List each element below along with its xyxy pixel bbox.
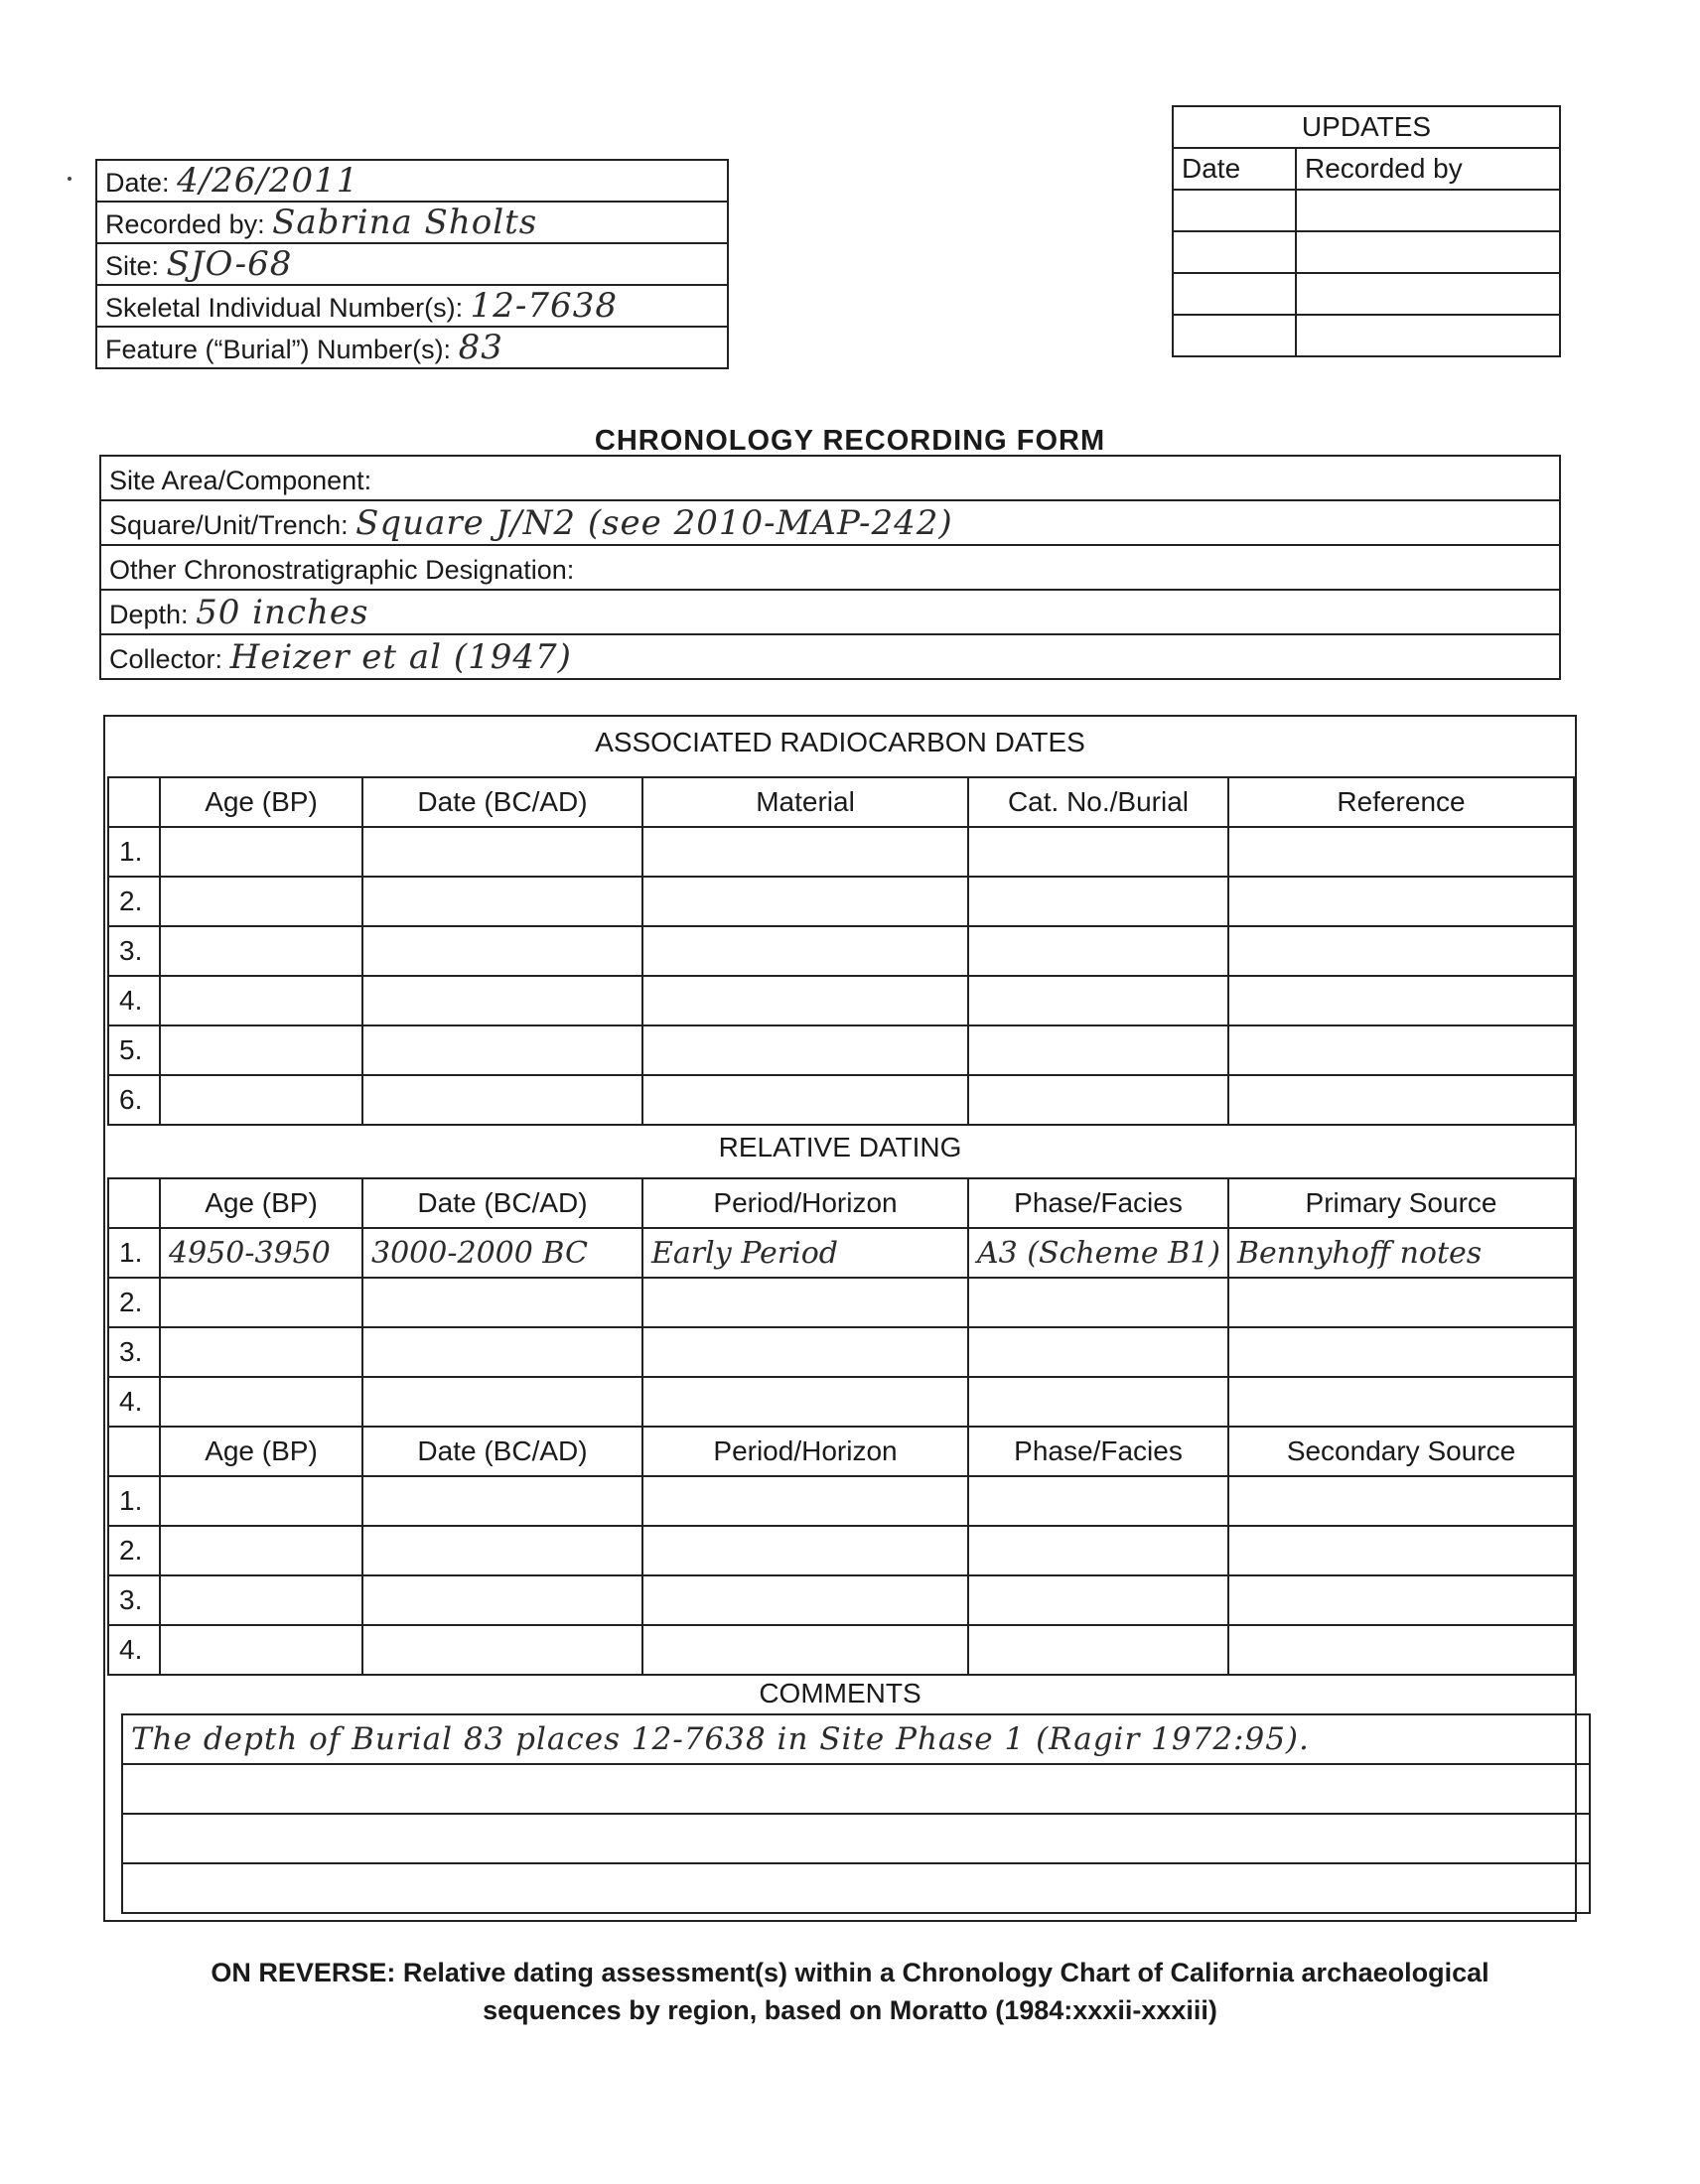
updates-col-recorded-by: Recorded by <box>1296 148 1560 190</box>
rc-cell[interactable] <box>968 827 1228 877</box>
table-row <box>1173 315 1560 356</box>
sec-cell[interactable] <box>1228 1625 1574 1675</box>
rel-cell[interactable] <box>160 1278 362 1327</box>
comment-line-2[interactable] <box>122 1764 1590 1814</box>
rc-cell[interactable] <box>1228 926 1574 976</box>
updates-recorder-cell[interactable] <box>1296 231 1560 273</box>
rel-col-phase: Phase/Facies <box>968 1178 1228 1228</box>
updates-recorder-cell[interactable] <box>1296 273 1560 315</box>
row-number: 3. <box>108 926 160 976</box>
sec-cell[interactable] <box>362 1526 642 1575</box>
sec-col-age: Age (BP) <box>160 1427 362 1476</box>
other-designation-label: Other Chronostratigraphic Designation: <box>109 554 575 585</box>
rc-cell[interactable] <box>160 976 362 1025</box>
sec-cell[interactable] <box>1228 1526 1574 1575</box>
other-designation-field[interactable] <box>100 545 1560 590</box>
recorded-by-value: Sabrina Sholts <box>272 203 538 242</box>
rc-cell[interactable] <box>968 1075 1228 1125</box>
rc-cell[interactable] <box>160 926 362 976</box>
rc-cell[interactable] <box>968 877 1228 926</box>
relative-dating-title: RELATIVE DATING <box>718 1132 962 1162</box>
table-row <box>108 877 1574 926</box>
rc-cell[interactable] <box>160 827 362 877</box>
rel-col-date: Date (BC/AD) <box>362 1178 642 1228</box>
date-field[interactable] <box>96 160 728 202</box>
rel-cell[interactable] <box>362 1327 642 1377</box>
relative-secondary-table <box>107 1426 1575 1676</box>
updates-date-cell[interactable] <box>1173 190 1296 231</box>
row-number: 1. <box>108 827 160 877</box>
updates-date-cell[interactable] <box>1173 273 1296 315</box>
table-row <box>1173 273 1560 315</box>
rc-cell[interactable] <box>968 926 1228 976</box>
table-row <box>108 1476 1574 1526</box>
sec-cell[interactable] <box>362 1575 642 1625</box>
row-number: 4. <box>108 1625 160 1675</box>
table-row <box>1173 190 1560 231</box>
comment-line <box>122 1764 1590 1814</box>
sec-cell[interactable] <box>160 1476 362 1526</box>
feature-value: 83 <box>458 328 503 367</box>
sec-cell[interactable] <box>642 1526 968 1575</box>
rc-cell[interactable] <box>1228 877 1574 926</box>
sec-col-num <box>108 1427 160 1476</box>
table-row <box>108 1526 1574 1575</box>
recorded-by-field[interactable] <box>96 202 728 243</box>
rc-cell[interactable] <box>642 877 968 926</box>
site-label: Site: <box>105 251 160 281</box>
sec-col-phase: Phase/Facies <box>968 1427 1228 1476</box>
rc-col-reference: Reference <box>1228 777 1574 827</box>
table-row <box>108 1327 1574 1377</box>
row-number: 4. <box>108 976 160 1025</box>
skeletal-number-field[interactable] <box>96 285 728 327</box>
comment-line-4[interactable] <box>122 1863 1590 1913</box>
footer-line-1: ON REVERSE: Relative dating assessment(s) within a Chronology Chart of California archaeological <box>211 1958 1489 1987</box>
sec-cell[interactable] <box>968 1526 1228 1575</box>
rc-cell[interactable] <box>642 926 968 976</box>
rc-cell[interactable] <box>362 976 642 1025</box>
depth-field[interactable] <box>100 590 1560 634</box>
rel-cell[interactable] <box>642 1278 968 1327</box>
rel-cell[interactable] <box>160 1327 362 1377</box>
phase-value[interactable]: A3 (Scheme B1) <box>968 1228 1228 1278</box>
updates-recorder-cell[interactable] <box>1296 190 1560 231</box>
square-unit-field[interactable] <box>100 500 1560 545</box>
sec-cell[interactable] <box>642 1476 968 1526</box>
updates-date-cell[interactable] <box>1173 315 1296 356</box>
table-row <box>108 1025 1574 1075</box>
source-value[interactable]: Bennyhoff notes <box>1228 1228 1574 1278</box>
table-row <box>108 926 1574 976</box>
date-label: Date: <box>105 168 170 198</box>
rc-cell[interactable] <box>968 1025 1228 1075</box>
updates-table <box>1172 105 1561 357</box>
sec-cell[interactable] <box>968 1575 1228 1625</box>
form-title: CHRONOLOGY RECORDING FORM <box>594 425 1106 457</box>
row-number: 4. <box>108 1377 160 1427</box>
rc-cell[interactable] <box>642 1075 968 1125</box>
stray-mark <box>68 177 71 181</box>
square-unit-value: Square J/N2 (see 2010-MAP-242) <box>355 502 953 543</box>
table-row <box>108 1278 1574 1327</box>
sec-col-date: Date (BC/AD) <box>362 1427 642 1476</box>
row-number: 2. <box>108 1526 160 1575</box>
rel-cell[interactable] <box>362 1278 642 1327</box>
rc-col-date: Date (BC/AD) <box>362 777 642 827</box>
date-value: 4/26/2011 <box>177 161 359 201</box>
radiocarbon-table <box>107 776 1575 1126</box>
row-number: 6. <box>108 1075 160 1125</box>
rel-col-primary-source: Primary Source <box>1228 1178 1574 1228</box>
header-box <box>95 159 729 369</box>
rc-cell[interactable] <box>642 827 968 877</box>
table-row <box>108 1075 1574 1125</box>
table-row <box>108 1228 1574 1278</box>
rel-cell[interactable] <box>968 1377 1228 1427</box>
skeletal-label: Skeletal Individual Number(s): <box>105 293 464 323</box>
rel-col-period: Period/Horizon <box>642 1178 968 1228</box>
sec-cell[interactable] <box>362 1476 642 1526</box>
table-row <box>1173 231 1560 273</box>
rc-col-age: Age (BP) <box>160 777 362 827</box>
skeletal-value: 12-7638 <box>470 286 618 326</box>
sec-cell[interactable] <box>968 1476 1228 1526</box>
table-row <box>108 1625 1574 1675</box>
footer-note <box>0 1954 1700 2029</box>
site-info-table <box>99 455 1561 680</box>
site-value: SJO-68 <box>166 244 293 284</box>
rc-cell[interactable] <box>362 877 642 926</box>
site-field[interactable] <box>96 243 728 285</box>
rc-cell[interactable] <box>1228 1075 1574 1125</box>
rc-col-material: Material <box>642 777 968 827</box>
comments-title: COMMENTS <box>759 1678 921 1708</box>
sec-col-period: Period/Horizon <box>642 1427 968 1476</box>
comment-line <box>122 1714 1590 1764</box>
sec-cell[interactable] <box>642 1575 968 1625</box>
comment-line <box>122 1863 1590 1913</box>
sec-cell[interactable] <box>160 1575 362 1625</box>
rc-cell[interactable] <box>160 1025 362 1075</box>
rc-cell[interactable] <box>160 1075 362 1125</box>
row-number: 1. <box>108 1476 160 1526</box>
rc-col-num <box>108 777 160 827</box>
updates-date-cell[interactable] <box>1173 231 1296 273</box>
comment-line <box>122 1814 1590 1863</box>
sec-cell[interactable] <box>642 1625 968 1675</box>
rc-cell[interactable] <box>642 1025 968 1075</box>
rc-col-cat-no: Cat. No./Burial <box>968 777 1228 827</box>
rc-cell[interactable] <box>642 976 968 1025</box>
sec-cell[interactable] <box>160 1526 362 1575</box>
rc-cell[interactable] <box>1228 976 1574 1025</box>
row-number: 3. <box>108 1575 160 1625</box>
age-value[interactable]: 4950-3950 <box>160 1228 362 1278</box>
updates-recorder-cell[interactable] <box>1296 315 1560 356</box>
table-row <box>108 976 1574 1025</box>
period-value[interactable]: Early Period <box>642 1228 968 1278</box>
feature-number-field[interactable] <box>96 327 728 368</box>
rel-col-age: Age (BP) <box>160 1178 362 1228</box>
rc-cell[interactable] <box>968 976 1228 1025</box>
rel-cell[interactable] <box>1228 1377 1574 1427</box>
collector-field[interactable] <box>100 634 1560 679</box>
rel-cell[interactable] <box>1228 1278 1574 1327</box>
updates-title: UPDATES <box>1173 106 1560 148</box>
recorded-by-label: Recorded by: <box>105 209 265 239</box>
sec-cell[interactable] <box>362 1625 642 1675</box>
table-row <box>108 1377 1574 1427</box>
collector-value: Heizer et al (1947) <box>229 636 572 677</box>
table-row <box>108 827 1574 877</box>
collector-label: Collector: <box>109 643 223 674</box>
rc-cell[interactable] <box>362 1025 642 1075</box>
square-unit-label: Square/Unit/Trench: <box>109 509 349 540</box>
row-number: 3. <box>108 1327 160 1377</box>
relative-primary-table <box>107 1177 1575 1428</box>
updates-col-date: Date <box>1173 148 1296 190</box>
sec-cell[interactable] <box>1228 1476 1574 1526</box>
comments-table <box>121 1713 1591 1914</box>
sec-cell[interactable] <box>968 1625 1228 1675</box>
rc-cell[interactable] <box>1228 1025 1574 1075</box>
radiocarbon-title: ASSOCIATED RADIOCARBON DATES <box>595 727 1085 757</box>
sec-col-secondary-source: Secondary Source <box>1228 1427 1574 1476</box>
site-area-field[interactable] <box>100 456 1560 500</box>
row-number: 5. <box>108 1025 160 1075</box>
feature-label: Feature (“Burial”) Number(s): <box>105 335 452 364</box>
rel-cell[interactable] <box>362 1377 642 1427</box>
rel-col-num <box>108 1178 160 1228</box>
rel-cell[interactable] <box>968 1278 1228 1327</box>
rc-cell[interactable] <box>160 877 362 926</box>
rc-cell[interactable] <box>1228 827 1574 877</box>
rel-cell[interactable] <box>160 1377 362 1427</box>
footer-line-2: sequences by region, based on Moratto (1984:xxxii-xxxiii) <box>483 1995 1217 2025</box>
rc-cell[interactable] <box>362 1075 642 1125</box>
comment-line-1[interactable]: The depth of Burial 83 places 12-7638 in Site Phase 1 (Ragir 1972:95). <box>122 1714 1590 1764</box>
row-number: 2. <box>108 877 160 926</box>
comment-line-3[interactable] <box>122 1814 1590 1863</box>
table-row <box>108 1575 1574 1625</box>
rel-cell[interactable] <box>642 1327 968 1377</box>
date-value[interactable]: 3000-2000 BC <box>362 1228 642 1278</box>
site-area-label: Site Area/Component: <box>109 465 372 495</box>
sec-cell[interactable] <box>160 1625 362 1675</box>
rc-cell[interactable] <box>362 926 642 976</box>
rel-cell[interactable] <box>968 1327 1228 1377</box>
rc-cell[interactable] <box>362 827 642 877</box>
rel-cell[interactable] <box>642 1377 968 1427</box>
depth-label: Depth: <box>109 599 189 629</box>
row-number: 2. <box>108 1278 160 1327</box>
row-number: 1. <box>108 1228 160 1278</box>
depth-value: 50 inches <box>196 592 369 632</box>
rel-cell[interactable] <box>1228 1327 1574 1377</box>
sec-cell[interactable] <box>1228 1575 1574 1625</box>
